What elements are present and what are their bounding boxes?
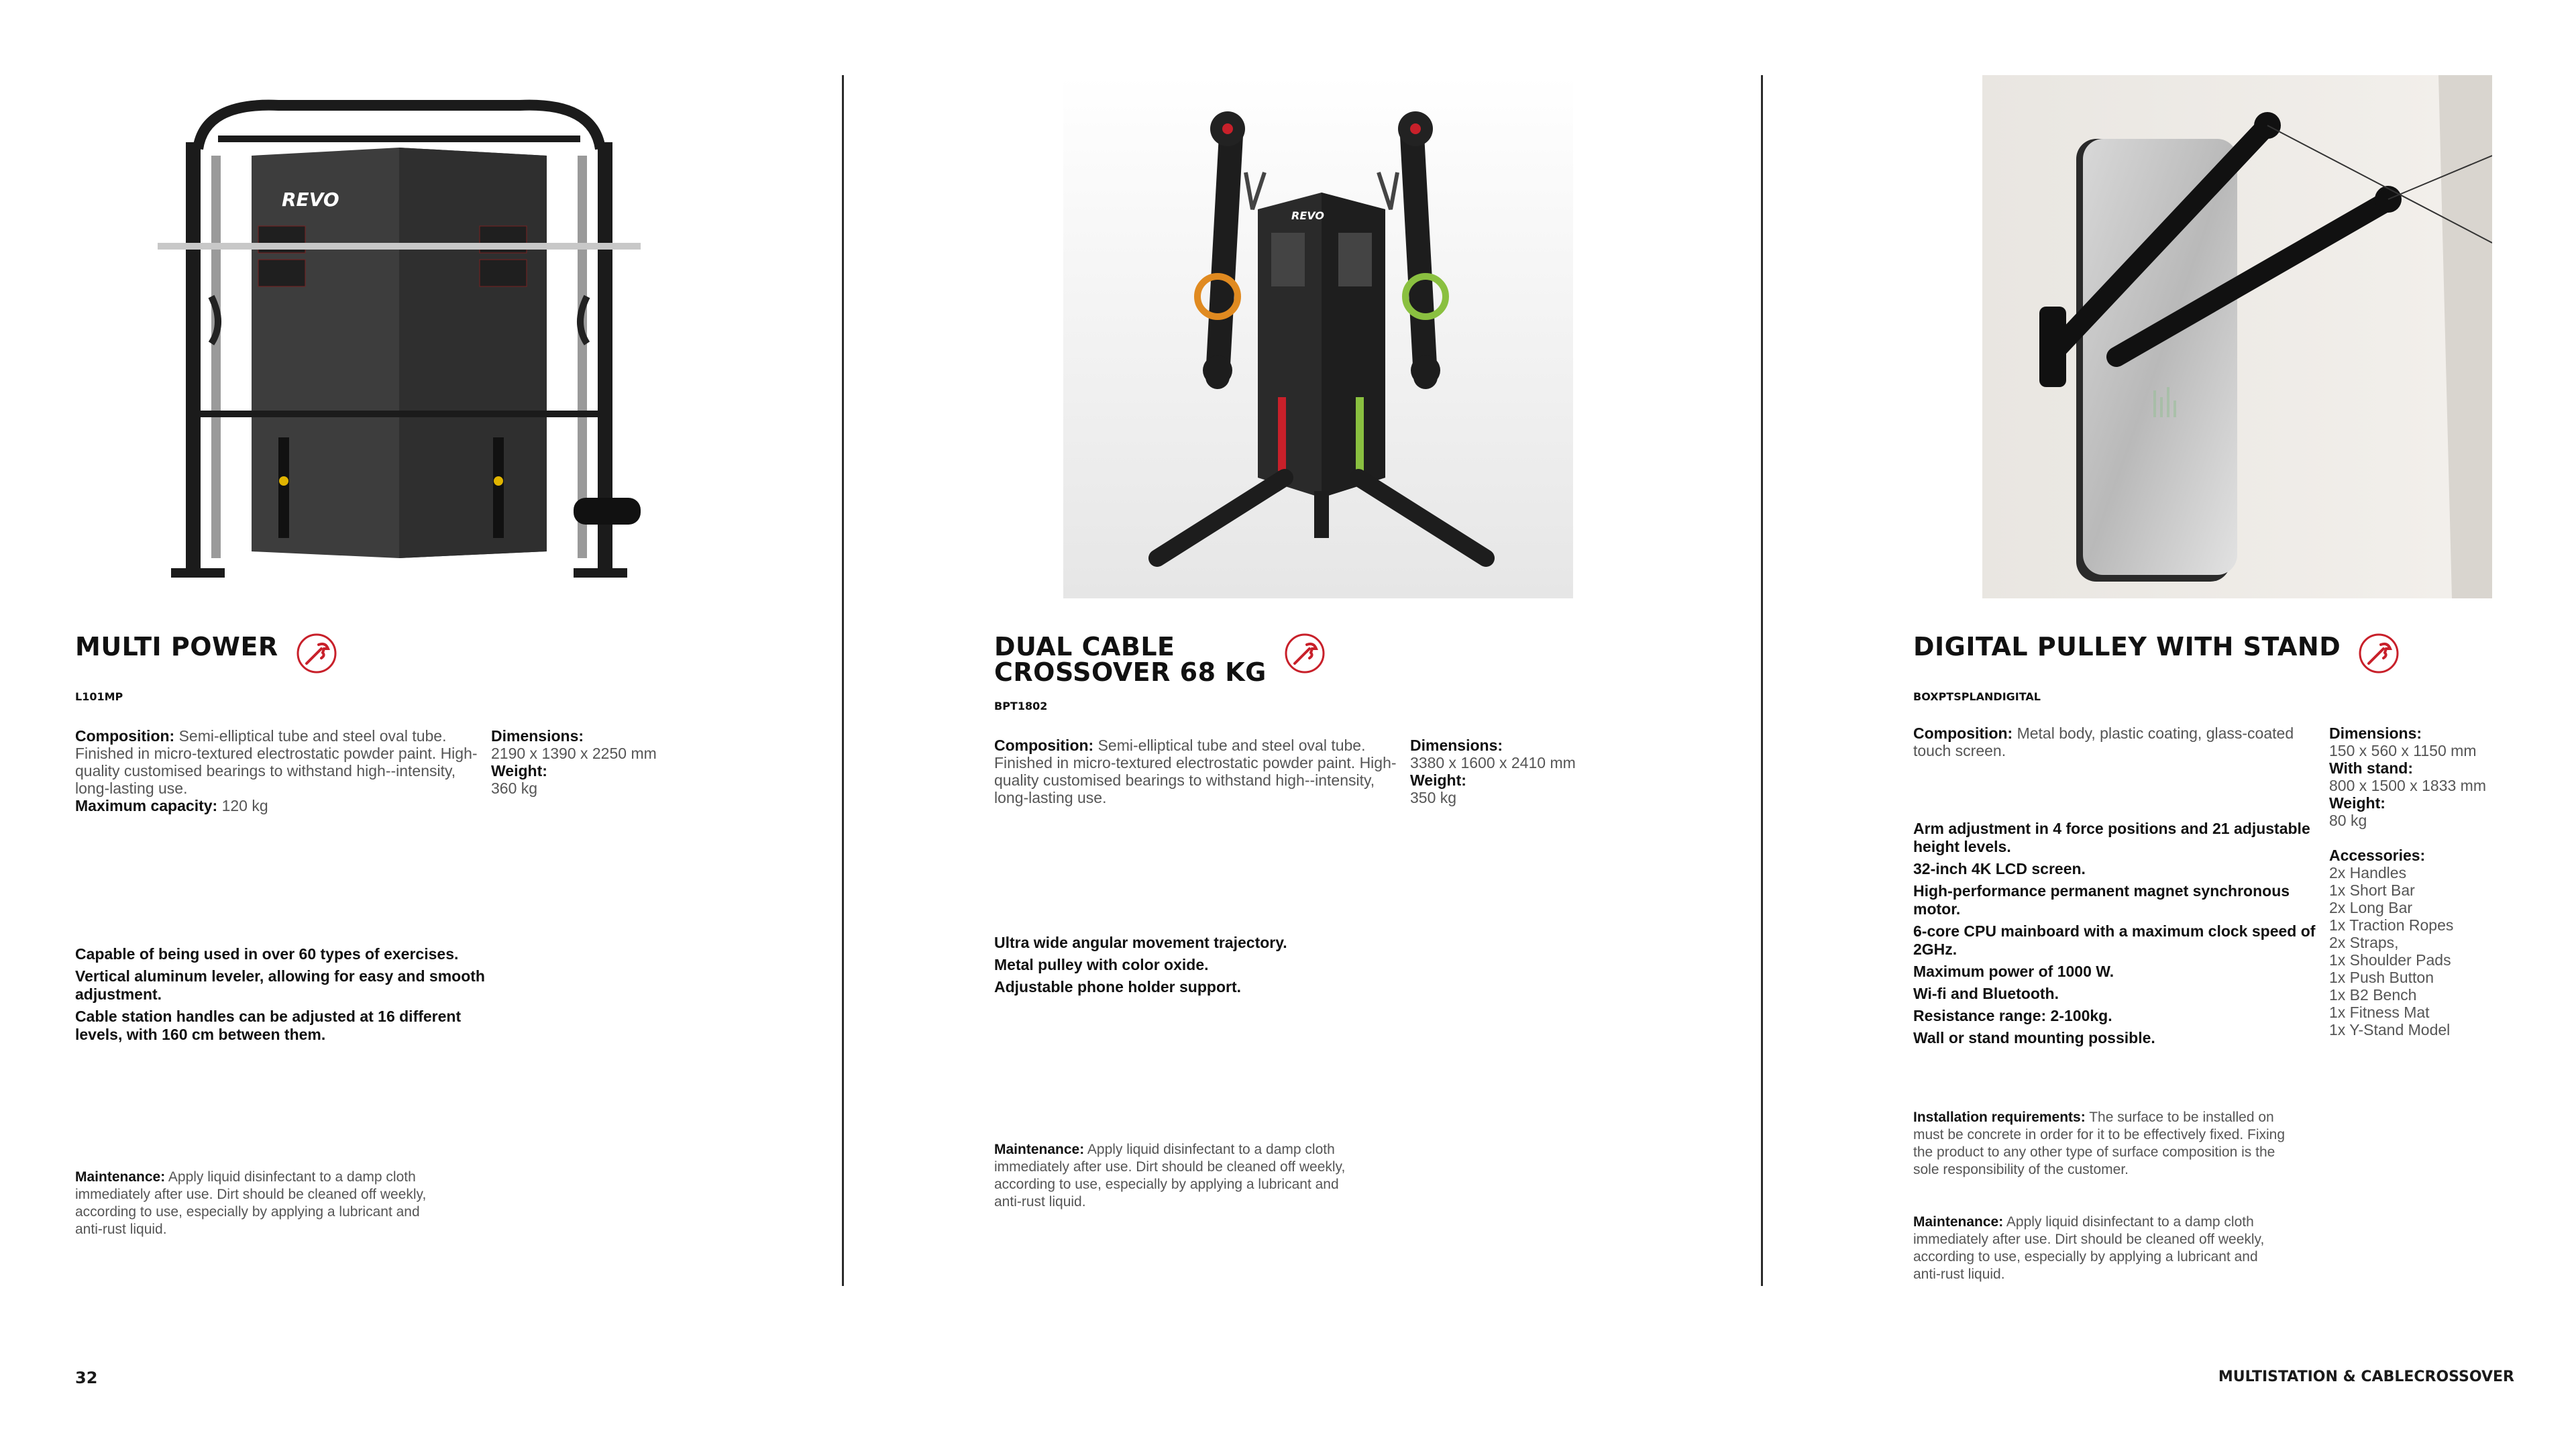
dimensions-value: 150 x 560 x 1150 mm [2329,742,2477,759]
accessory-item: 2x Handles [2329,864,2407,881]
weight-label: Weight: [491,762,547,780]
weight-value: 350 kg [1410,789,1457,806]
product-title: DUAL CABLE CROSSOVER 68 KG [994,632,1267,687]
product-title: DIGITAL PULLEY WITH STAND [1913,632,2341,661]
weight-value: 360 kg [491,780,538,797]
wrench-warranty-badge-icon [2357,631,2401,676]
feature-item: Vertical aluminum leveler, allowing for easy and smooth adjustment. [75,967,485,1003]
product-column-1 [75,634,947,1238]
installation-text: Installation requirements: The surface to be installed on must be concrete in order for it to be effectively fixed. Fixing the product to any other type of surface composition is the sole responsibility of the customer. [1913,1110,2286,1177]
composition-text: Composition: Semi-elliptical tube and steel oval tube. Finished in micro-textured electrostatic powder paint. High-quality customised bearings to withstand high--intensity, long-lasting use. [994,737,1397,806]
accessory-item: 1x Push Button [2329,969,2434,986]
feature-item: Cable station handles can be adjusted at 16 different levels, with 160 cm between them. [75,1008,462,1043]
product-code: BPT1802 [994,700,1048,712]
accessory-item: 2x Straps, [2329,934,2399,951]
stand-label: With stand: [2329,759,2413,777]
accessories-label: Accessories: [2329,847,2426,864]
composition-text: Composition: Metal body, plastic coating, glass-coated touch screen. [1913,724,2294,759]
maintenance-text: Maintenance: Apply liquid disinfectant to a damp cloth immediately after use. Dirt should be cleaned off weekly, according to use, especially by applying a lubricant and anti-rust liquid. [75,1169,427,1237]
accessory-item: 1x Short Bar [2329,881,2415,899]
accessory-item: 1x Y-Stand Model [2329,1021,2451,1038]
weight-label: Weight: [1410,771,1466,789]
feature-item: Resistance range: 2-100kg. [1913,1007,2112,1024]
feature-item: Metal pulley with color oxide. [994,956,1209,973]
feature-item: Wi-fi and Bluetooth. [1913,985,2059,1002]
accessory-item: 2x Long Bar [2329,899,2413,916]
section-title: MULTISTATION & CABLECROSSOVER [2218,1368,2514,1385]
wrench-warranty-badge-icon [294,631,339,676]
capacity-text: Maximum capacity: 120 kg [75,797,268,814]
accessory-item: 1x Fitness Mat [2329,1004,2430,1021]
product-column-2 [994,634,1866,1211]
maintenance-text: Maintenance: Apply liquid disinfectant to a damp cloth immediately after use. Dirt should be cleaned off weekly, according to use, especially by applying a lubricant and anti-rust liquid. [994,1142,1346,1210]
product-code: BOXPTSPLANDIGITAL [1913,690,2041,703]
feature-item: 32-inch 4K LCD screen. [1913,860,2086,877]
multi-power-image [144,75,654,598]
accessory-item: 1x Traction Ropes [2329,916,2454,934]
weight-value: 80 kg [2329,812,2367,829]
feature-item: 6-core CPU mainboard with a maximum clock speed of 2GHz. [1913,922,2316,958]
dual-cable-crossover-image [1063,75,1573,598]
revo-logo: REVO [1291,209,1324,222]
dimensions-label: Dimensions: [2329,724,2422,742]
product-code: L101MP [75,690,123,703]
dimensions-value: 3380 x 1600 x 2410 mm [1410,754,1576,771]
revo-logo: REVO [282,189,339,211]
dimensions-value: 2190 x 1390 x 2250 mm [491,745,657,762]
weight-label: Weight: [2329,794,2385,812]
product-column-3 [1913,634,2576,1283]
dimensions-label: Dimensions: [1410,737,1503,754]
accessories-list [2329,864,2486,1038]
feature-item: Wall or stand mounting possible. [1913,1029,2155,1046]
dimensions-label: Dimensions: [491,727,584,745]
feature-item: Capable of being used in over 60 types of exercises. [75,945,459,963]
composition-text: Composition: Semi-elliptical tube and steel oval tube. Finished in micro-textured electrostatic powder paint. High-quality customised bearings to withstand high--intensity, long-lasting use. [75,727,478,797]
wrench-warranty-badge-icon [1283,631,1327,676]
feature-item: High-performance permanent magnet synchronous motor. [1913,882,2290,918]
feature-item: Maximum power of 1000 W. [1913,963,2114,980]
maintenance-text: Maintenance: Apply liquid disinfectant to a damp cloth immediately after use. Dirt should be cleaned off weekly, according to use, especially by applying a lubricant and anti-rust liquid. [1913,1214,2265,1282]
accessory-item: 1x Shoulder Pads [2329,951,2451,969]
feature-item: Ultra wide angular movement trajectory. [994,934,1287,951]
page-number: 32 [75,1368,98,1387]
feature-item: Arm adjustment in 4 force positions and 21 adjustable height levels. [1913,820,2310,855]
feature-item: Adjustable phone holder support. [994,978,1241,996]
product-title: MULTI POWER [75,632,278,661]
digital-pulley-image [1982,75,2492,598]
accessory-item: 1x B2 Bench [2329,986,2417,1004]
stand-value: 800 x 1500 x 1833 mm [2329,777,2486,794]
